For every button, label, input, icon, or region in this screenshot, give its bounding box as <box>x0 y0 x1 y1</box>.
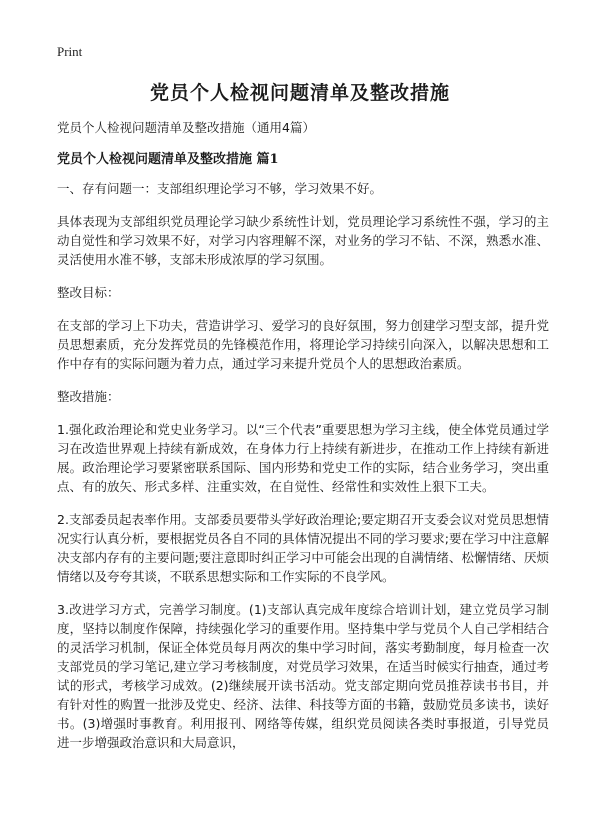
page-title: 党员个人检视问题清单及整改措施 <box>149 82 450 104</box>
paragraph-description: 具体表现为支部组织党员理论学习缺少系统性计划，党员理论学习系统性不强，学习的主动自觉性和学习效果不好，对学习内容理解不深，对业务的学习不钻、不深，熟悉水准、灵活使用水准不够，支部未形成浓厚的学习氛围。 <box>57 214 549 267</box>
paragraph-measures-label: 整改措施： <box>57 389 120 404</box>
section-heading: 党员个人检视问题清单及整改措施 篇1 <box>57 152 279 167</box>
paragraph-problem: 一、存有问题一：支部组织理论学习不够，学习效果不好。 <box>57 181 383 196</box>
paragraph-measure-2: 2.支部委员起表率作用。支部委员要带头学好政治理论;要定期召开支委会议对党员思想情况实行认真分析，要根据党员各自不同的具体情况提出不同的学习要求;要在学习中注意解决支部内存有的主要问题;要注意即时纠正学习中可能会出现的自满情绪、松懈情绪、厌烦情绪以及夸夸其谈，不联系思想实际和工作实际的不良学风。 <box>57 512 549 584</box>
document-body <box>57 118 549 766</box>
print-label: Print <box>57 44 83 59</box>
paragraph-measure-1: 1.强化政治理论和党史业务学习。以“三个代表”重要思想为学习主线，使全体党员通过学习在改造世界观上持续有新成效，在身体力行上持续有新进步，在推动工作上持续有新进展。政治理论学习要紧密联系国际、国内形势和党史工作的实际，结合业务学习，突出重点、有的放矢、形式多样、注重实效，在自觉性、经常性和实效性上狠下工夫。 <box>57 422 549 494</box>
paragraph-measure-3: 3.改进学习方式，完善学习制度。(1)支部认真完成年度综合培训计划，建立党员学习制度，坚持以制度作保障，持续强化学习的重要作用。坚持集中学与党员个人自己学相结合的灵活学习机制，保证全体党员每月两次的集中学习时间，落实考勤制度，每月检查一次支部党员的学习笔记,建立学习考核制度，对党员学习效果，在适当时候实行抽查，通过考试的形式，考核学习成效。(2)继续展开读书活动。党支部定期向党员推荐读书书目，并有针对性的购置一批涉及党史、经济、法律、科技等方面的书籍，鼓励党员多读书，读好书。(3)增强时事教育。利用报刊、网络等传媒，组织党员阅读各类时事报道，引导党员进一步增强政治意识和大局意识， <box>57 602 549 750</box>
paragraph-goal: 在支部的学习上下功夫，营造讲学习、爱学习的良好氛围，努力创建学习型支部，提升党员思想素质，充分发挥党员的先锋模范作用，将理论学习持续引向深入，以解决思想和工作中存有的实际问题为着力点，通过学习来提升党员个人的思想政治素质。 <box>57 318 549 371</box>
document-subtitle: 党员个人检视问题清单及整改措施（通用4篇） <box>57 120 315 135</box>
paragraph-goal-label: 整改目标： <box>57 285 120 300</box>
